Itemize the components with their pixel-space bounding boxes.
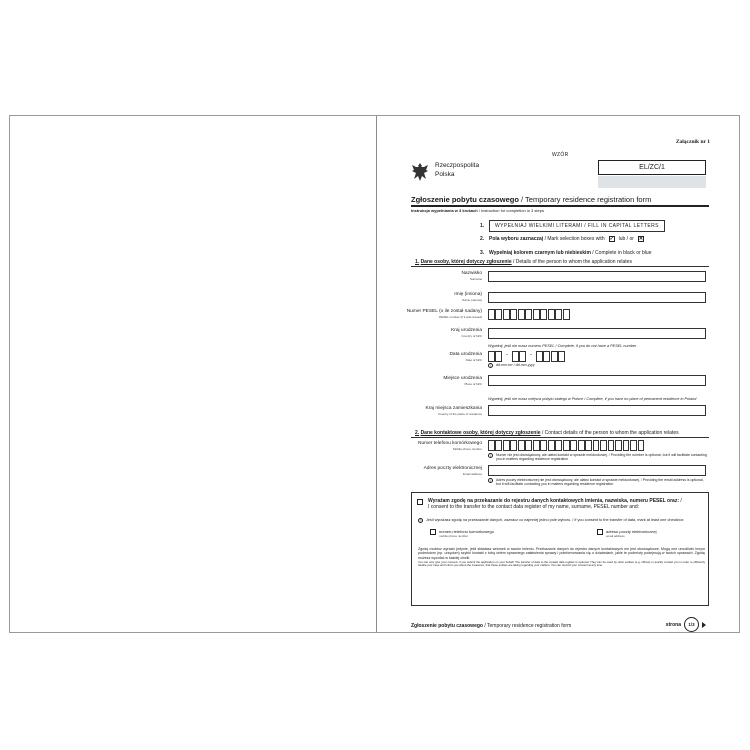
phone-label: Numer telefonu komórkowego Mobile phone number [418, 441, 482, 451]
section1-divider [411, 266, 709, 267]
section2-divider [411, 437, 709, 438]
dob-year-field[interactable] [536, 351, 566, 362]
consent-description: Zgodę możesz wyrazić jedynie, jeśli składasz wniosek w swoim imieniu. Przekazanie danych do rejestru danych kontaktowych nie jest obowiązkowe. Mogą one umożliwić innym podmiotom (np. urzędom) szybki kontakt z tobą celem sprawnego załatwienia sprawy i poinformowania cię o działaniach, jakie te podmioty podejmują w twoich sprawach. Zgodę możesz wycofać w każdej chwili. You can only give your consent, if you submit the application on your behalf. The transfer of data to the contact data register is optional. They can be used by other entities (e.g. offices) to quickly contact you in order to efficiently handle your case and inform you about the measures, that these entities are taking regarding your matters. You can rescind your consent at any time. [418, 547, 705, 568]
name-label: Imię (imiona) Name (names) [454, 292, 482, 302]
dob-month-field[interactable] [512, 351, 527, 362]
email-info: i Adres poczty elektronicznej nie jest obowiązkowy, ale ułatwi kontakt w sprawie meldunkowej. / Providing the email address is optional, but it will facilitate contacting you in matters regarding residence registration [488, 478, 708, 486]
step-3: 3. Wypełniaj kolorem czarnym lub niebieskim / Complete in black or blue [480, 250, 652, 256]
dob-format-hint: i dd-mm-rrrr / dd-mm-yyyy [488, 363, 708, 368]
instruction-heading: Instrukcja wypełniania w 3 krokach / Instruction for completion in 3 steps [411, 208, 544, 213]
section2-heading: 2. Dane kontaktowe osoby, której dotyczy zgłoszenie / Contact details of the person to whom the application relates [415, 430, 679, 436]
consent-option-phone[interactable]: numeru telefonu komórkowego mobile phone number [430, 529, 494, 538]
consent-question: ? Jeśli wyrażasz zgodę na przekazanie danych, zaznacz co najmniej jedno pole wyboru. / If you consent to the transfer of data, mark at least one checkbox [419, 518, 684, 523]
footer-title: Zgłoszenie pobytu czasowego / Temporary residence registration form [411, 623, 572, 629]
watermark-label: WZÓR [552, 152, 569, 158]
section1-heading: 1. Dane osoby, której dotyczy zgłoszenie / Details of the person to whom the application relates [415, 259, 632, 265]
birth-place-label: Miejsce urodzenia Place of birth [443, 376, 482, 386]
dob-separator: - [530, 352, 532, 358]
dob-separator: - [506, 352, 508, 358]
name-field[interactable] [488, 292, 706, 303]
page-number: 1/3 [684, 617, 699, 632]
dob-label: Data urodzenia Date of birth [449, 352, 482, 362]
consent-option-email[interactable]: adresu poczty elektronicznej email address [597, 529, 656, 538]
pesel-field[interactable] [488, 309, 570, 320]
no-permanent-residence-hint: Wypełnij, jeśli nie masz miejsca pobytu stałego w Polsce / Complete, if you have no place of permanent residence in Poland [488, 397, 697, 401]
pesel-label: Numer PESEL (o ile został nadany) PESEL number (if it was issued) [406, 309, 482, 319]
info-icon: i [488, 478, 493, 483]
info-icon: i [488, 363, 493, 368]
form-page [402, 120, 718, 630]
annex-label: Załącznik nr 1 [675, 139, 710, 145]
country-name: Rzeczpospolita Polska [435, 162, 480, 178]
form-code-box: EL/ZC/1 [598, 160, 706, 175]
phone-info: i Numer nie jest obowiązkowy, ale ułatwi kontakt w sprawie meldunkowej. / Providing the number is optional, but it will facilitate contacting you in matters regarding residence registration [488, 453, 708, 461]
checkmark-example-icon: ✓ [609, 236, 614, 242]
question-icon: ? [419, 519, 422, 523]
consent-heading: Wyrażam zgodę na przekazanie do rejestru danych kontaktowych imienia, nazwiska, numeru PESEL oraz: / I consent to the transfer to the contact data register of my name, surname, PESEL number and: [428, 498, 682, 510]
birth-place-field[interactable] [488, 375, 706, 386]
surname-label: Nazwisko Surname [461, 271, 482, 281]
residence-country-field[interactable] [488, 405, 706, 416]
consent-checkbox[interactable] [417, 499, 423, 505]
title-divider [411, 205, 709, 207]
cross-example-icon: ✕ [638, 236, 644, 242]
page-gutter [376, 116, 377, 632]
step-2: 2. Pola wyboru zaznaczaj / Mark selection boxes with ✓ lub / or ✕ [480, 236, 644, 242]
step-1: 1. WYPEŁNIAJ WIELKIMI LITERAMI / FILL IN CAPITAL LETTERS [480, 220, 665, 232]
birth-country-field[interactable] [488, 328, 706, 339]
email-label: Adres poczty elektronicznej Email address [423, 466, 482, 476]
birth-country-label: Kraj urodzenia Country of birth [451, 328, 482, 338]
page-indicator: strona 1/3 [666, 617, 706, 632]
residence-country-label: Kraj miejsca zamieszkania Country of the place of residence [425, 406, 482, 416]
info-icon: i [488, 453, 493, 458]
no-pesel-hint: Wypełnij, jeśli nie masz numeru PESEL / Complete, if you do not have a PESEL number [488, 344, 637, 348]
consent-box [411, 492, 709, 606]
eagle-emblem-icon [411, 162, 429, 182]
next-page-arrow-icon[interactable] [702, 622, 706, 628]
form-title: Zgłoszenie pobytu czasowego / Temporary residence registration form [411, 195, 652, 204]
office-use-field [598, 176, 706, 188]
dob-day-field[interactable] [488, 351, 503, 362]
phone-checkbox[interactable] [430, 529, 436, 535]
phone-field[interactable] [488, 440, 645, 451]
email-checkbox[interactable] [597, 529, 603, 535]
email-field[interactable] [488, 465, 706, 476]
surname-field[interactable] [488, 271, 706, 282]
